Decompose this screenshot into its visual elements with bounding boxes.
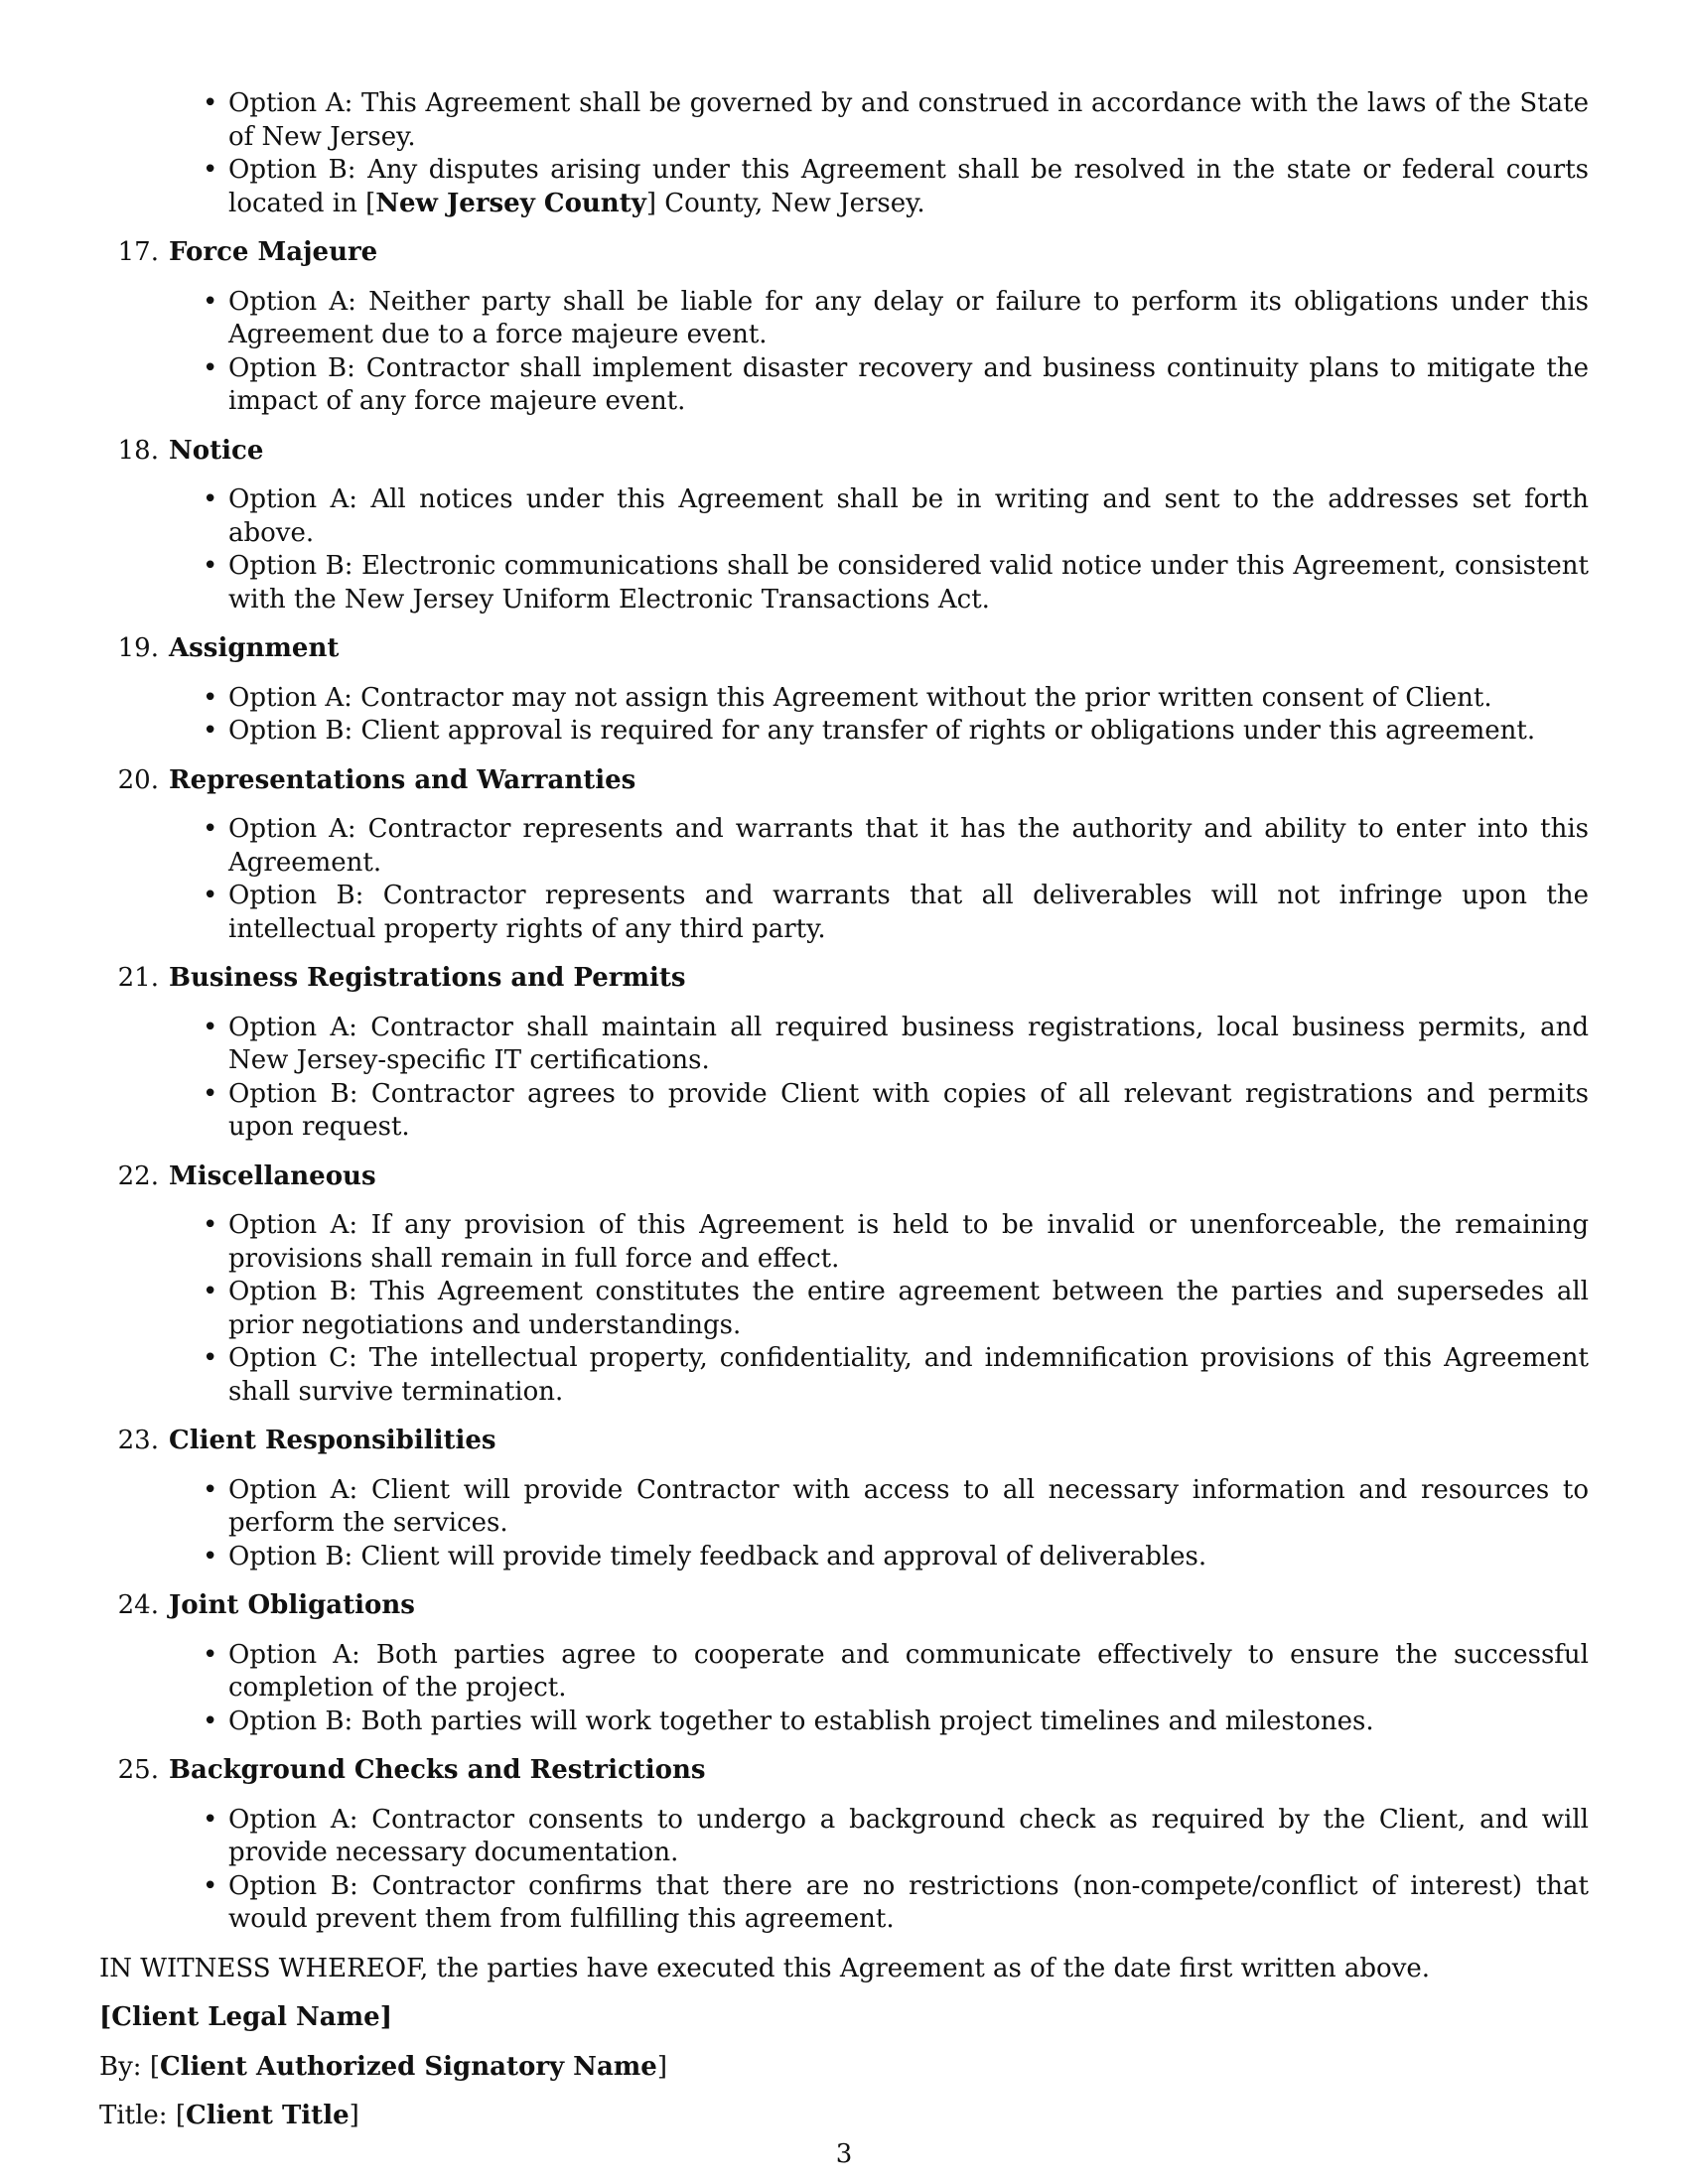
list-item: • Option B: Contractor shall implement disaster recovery and business continuity plans to mitigate the impact of any force majeure event. bbox=[228, 352, 1589, 419]
client-title: Client Title bbox=[186, 2101, 350, 2130]
option-list bbox=[99, 1012, 1589, 1145]
section-heading bbox=[99, 236, 1589, 270]
list-item: • Option A: If any provision of this Agreement is held to be invalid or unenforceable, the remaining provisions shall remain in full force and effect. bbox=[228, 1209, 1589, 1276]
option-list bbox=[99, 1639, 1589, 1739]
list-item: • Option A: Contractor consents to undergo a background check as required by the Client, and will provide necessary documentation. bbox=[228, 1804, 1589, 1870]
section-21 bbox=[99, 962, 1589, 1145]
placeholder-county: New Jersey County bbox=[375, 188, 646, 218]
section-23 bbox=[99, 1425, 1589, 1573]
section-heading bbox=[99, 1754, 1589, 1788]
section-heading bbox=[99, 962, 1589, 996]
list-item: • Option B: Any disputes arising under this Agreement shall be resolved in the state or federal courts located in [New Jersey County] County, New Jersey. bbox=[228, 154, 1589, 220]
title-label: Title: bbox=[99, 2101, 168, 2130]
section-number: 24. bbox=[117, 1590, 159, 1620]
section-19 bbox=[99, 632, 1589, 749]
list-item: • Option B: This Agreement constitutes the entire agreement between the parties and supersedes all prior negotiations and understandings. bbox=[228, 1276, 1589, 1342]
section-title: Representations and Warranties bbox=[169, 764, 636, 795]
section-number: 19. bbox=[117, 633, 159, 663]
page-number: 3 bbox=[835, 2139, 853, 2169]
list-item: • Option B: Electronic communications shall be considered valid notice under this Agreement, consistent with the New Jersey Uniform Electronic Transactions Act. bbox=[228, 550, 1589, 616]
list-item: • Option B: Both parties will work together to establish project timelines and milestones. bbox=[228, 1706, 1589, 1739]
section-number: 18. bbox=[117, 435, 159, 466]
option-list bbox=[99, 483, 1589, 616]
section-18 bbox=[99, 435, 1589, 617]
list-item: • Option A: This Agreement shall be governed by and construed in accordance with the laws of the State of New Jersey. bbox=[228, 87, 1589, 154]
section-title: Assignment bbox=[169, 633, 340, 663]
witness-clause: IN WITNESS WHEREOF, the parties have executed this Agreement as of the date first written above. bbox=[99, 1953, 1431, 1983]
list-item: • Option B: Contractor confirms that there are no restrictions (non-compete/conflict of interest) that would prevent them from fulfilling this agreement. bbox=[228, 1870, 1589, 1937]
list-item: • Option B: Client will provide timely feedback and approval of deliverables. bbox=[228, 1541, 1589, 1574]
section-20 bbox=[99, 764, 1589, 947]
section-title: Force Majeure bbox=[169, 237, 378, 267]
option-list bbox=[99, 813, 1589, 946]
option-list bbox=[99, 286, 1589, 419]
section-22 bbox=[99, 1160, 1589, 1410]
section-title: Miscellaneous bbox=[169, 1160, 376, 1191]
list-item: • Option A: Both parties agree to cooperate and communicate effectively to ensure the successful completion of the project. bbox=[228, 1639, 1589, 1706]
section-heading bbox=[99, 764, 1589, 798]
governing-law-options bbox=[99, 87, 1589, 220]
list-item: • Option B: Contractor represents and warrants that all deliverables will not infringe upon the intellectual property rights of any third party. bbox=[228, 880, 1589, 946]
option-list bbox=[99, 1209, 1589, 1409]
section-heading bbox=[99, 1589, 1589, 1623]
section-number: 22. bbox=[117, 1160, 159, 1191]
option-list bbox=[99, 682, 1589, 749]
section-title: Client Responsibilities bbox=[169, 1426, 496, 1455]
option-list bbox=[99, 1804, 1589, 1937]
list-item: • Option A: Client will provide Contractor with access to all necessary information and resources to perform the services. bbox=[228, 1474, 1589, 1541]
signatory-line: By: [Client Authorized Signatory Name] bbox=[99, 2051, 667, 2082]
document-page bbox=[99, 87, 1589, 2149]
section-heading bbox=[99, 632, 1589, 666]
list-item: • Option A: Neither party shall be liable for any delay or failure to perform its obligations under this Agreement due to a force majeure event. bbox=[228, 286, 1589, 352]
section-title: Business Registrations and Permits bbox=[169, 963, 686, 993]
title-line: Title: [Client Title] bbox=[99, 2101, 359, 2130]
section-number: 25. bbox=[117, 1755, 159, 1785]
list-item: • Option A: Contractor shall maintain all required business registrations, local business permits, and New Jersey-specific IT certifications. bbox=[228, 1012, 1589, 1078]
list-item: • Option A: Contractor represents and warrants that it has the authority and ability to enter into this Agreement. bbox=[228, 813, 1589, 880]
section-title: Background Checks and Restrictions bbox=[169, 1755, 706, 1785]
section-number: 20. bbox=[117, 764, 159, 795]
section-list bbox=[99, 236, 1589, 1937]
section-24 bbox=[99, 1589, 1589, 1738]
option-list bbox=[99, 1474, 1589, 1574]
section-heading bbox=[99, 1160, 1589, 1194]
client-legal-name: [Client Legal Name] bbox=[99, 2002, 393, 2032]
section-title: Notice bbox=[169, 435, 264, 466]
list-item: • Option B: Client approval is required for any transfer of rights or obligations under this agreement. bbox=[228, 715, 1589, 749]
section-title: Joint Obligations bbox=[169, 1590, 415, 1620]
by-label: By: bbox=[99, 2051, 142, 2082]
signatory-name: Client Authorized Signatory Name bbox=[159, 2051, 657, 2082]
section-heading bbox=[99, 1425, 1589, 1458]
list-item: • Option C: The intellectual property, confidentiality, and indemnification provisions of this Agreement shall survive termination. bbox=[228, 1342, 1589, 1409]
section-25 bbox=[99, 1754, 1589, 1937]
list-item: • Option A: Contractor may not assign this Agreement without the prior written consent of Client. bbox=[228, 682, 1589, 716]
section-heading bbox=[99, 435, 1589, 469]
section-number: 17. bbox=[117, 237, 159, 267]
list-item: • Option A: All notices under this Agreement shall be in writing and sent to the addresses set forth above. bbox=[228, 483, 1589, 550]
list-item: • Option B: Contractor agrees to provide Client with copies of all relevant registrations and permits upon request. bbox=[228, 1078, 1589, 1145]
section-17 bbox=[99, 236, 1589, 419]
section-number: 23. bbox=[117, 1426, 159, 1455]
section-number: 21. bbox=[117, 963, 159, 993]
